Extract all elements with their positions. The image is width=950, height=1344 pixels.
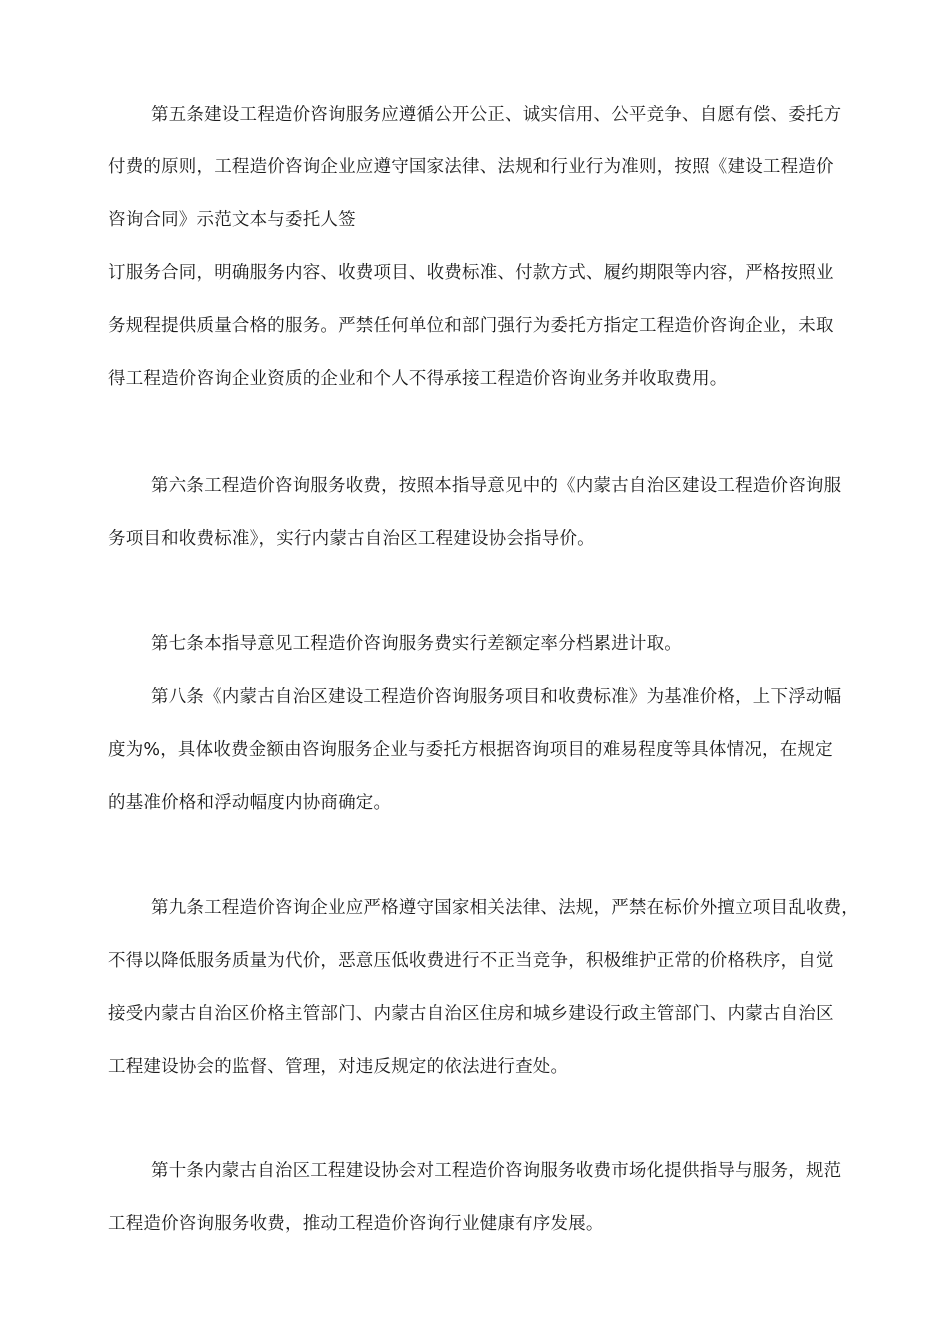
paragraph-8-line-1: 第八条《内蒙古自治区建设工程造价咨询服务项目和收费标准》为基准价格，上下浮动幅	[151, 687, 842, 707]
paragraph-10-line-2: 工程造价咨询服务收费，推动工程造价咨询行业健康有序发展。	[108, 1214, 604, 1234]
paragraph-9-line-4: 工程建设协会的监督、管理，对违反规定的依法进行查处。	[108, 1057, 569, 1077]
paragraph-5-line-2: 付费的原则，工程造价咨询企业应遵守国家法律、法规和行业行为准则，按照《建设工程造价	[108, 157, 834, 177]
paragraph-8-line-3: 的基准价格和浮动幅度内协商确定。	[108, 793, 392, 813]
paragraph-7-line-1: 第七条本指导意见工程造价咨询服务费实行差额定率分档累进计取。	[151, 634, 682, 654]
paragraph-5-line-3: 咨询合同》示范文本与委托人签	[108, 210, 356, 230]
paragraph-5-line-1: 第五条建设工程造价咨询服务应遵循公开公正、诚实信用、公平竞争、自愿有偿、委托方	[151, 105, 842, 125]
paragraph-8-line-2: 度为%，具体收费金额由咨询服务企业与委托方根据咨询项目的难易程度等具体情况，在规定	[108, 740, 833, 760]
paragraph-5-line-5: 务规程提供质量合格的服务。严禁任何单位和部门强行为委托方指定工程造价咨询企业，未取	[108, 316, 834, 336]
paragraph-5-line-4: 订服务合同，明确服务内容、收费项目、收费标准、付款方式、履约期限等内容，严格按照业	[108, 263, 834, 283]
paragraph-9-line-2: 不得以降低服务质量为代价，恶意压低收费进行不正当竞争，积极维护正常的价格秩序，自觉	[108, 951, 834, 971]
paragraph-9-line-3: 接受内蒙古自治区价格主管部门、内蒙古自治区住房和城乡建设行政主管部门、内蒙古自治区	[108, 1004, 834, 1024]
paragraph-9-line-1: 第九条工程造价咨询企业应严格遵守国家相关法律、法规，严禁在标价外擅立项目乱收费，	[151, 898, 859, 918]
paragraph-10-line-1: 第十条内蒙古自治区工程建设协会对工程造价咨询服务收费市场化提供指导与服务，规范	[151, 1161, 842, 1181]
paragraph-5-line-6: 得工程造价咨询企业资质的企业和个人不得承接工程造价咨询业务并收取费用。	[108, 369, 728, 389]
paragraph-6-line-1: 第六条工程造价咨询服务收费，按照本指导意见中的《内蒙古自治区建设工程造价咨询服	[151, 476, 842, 496]
paragraph-6-line-2: 务项目和收费标准》，实行内蒙古自治区工程建设协会指导价。	[108, 529, 595, 549]
